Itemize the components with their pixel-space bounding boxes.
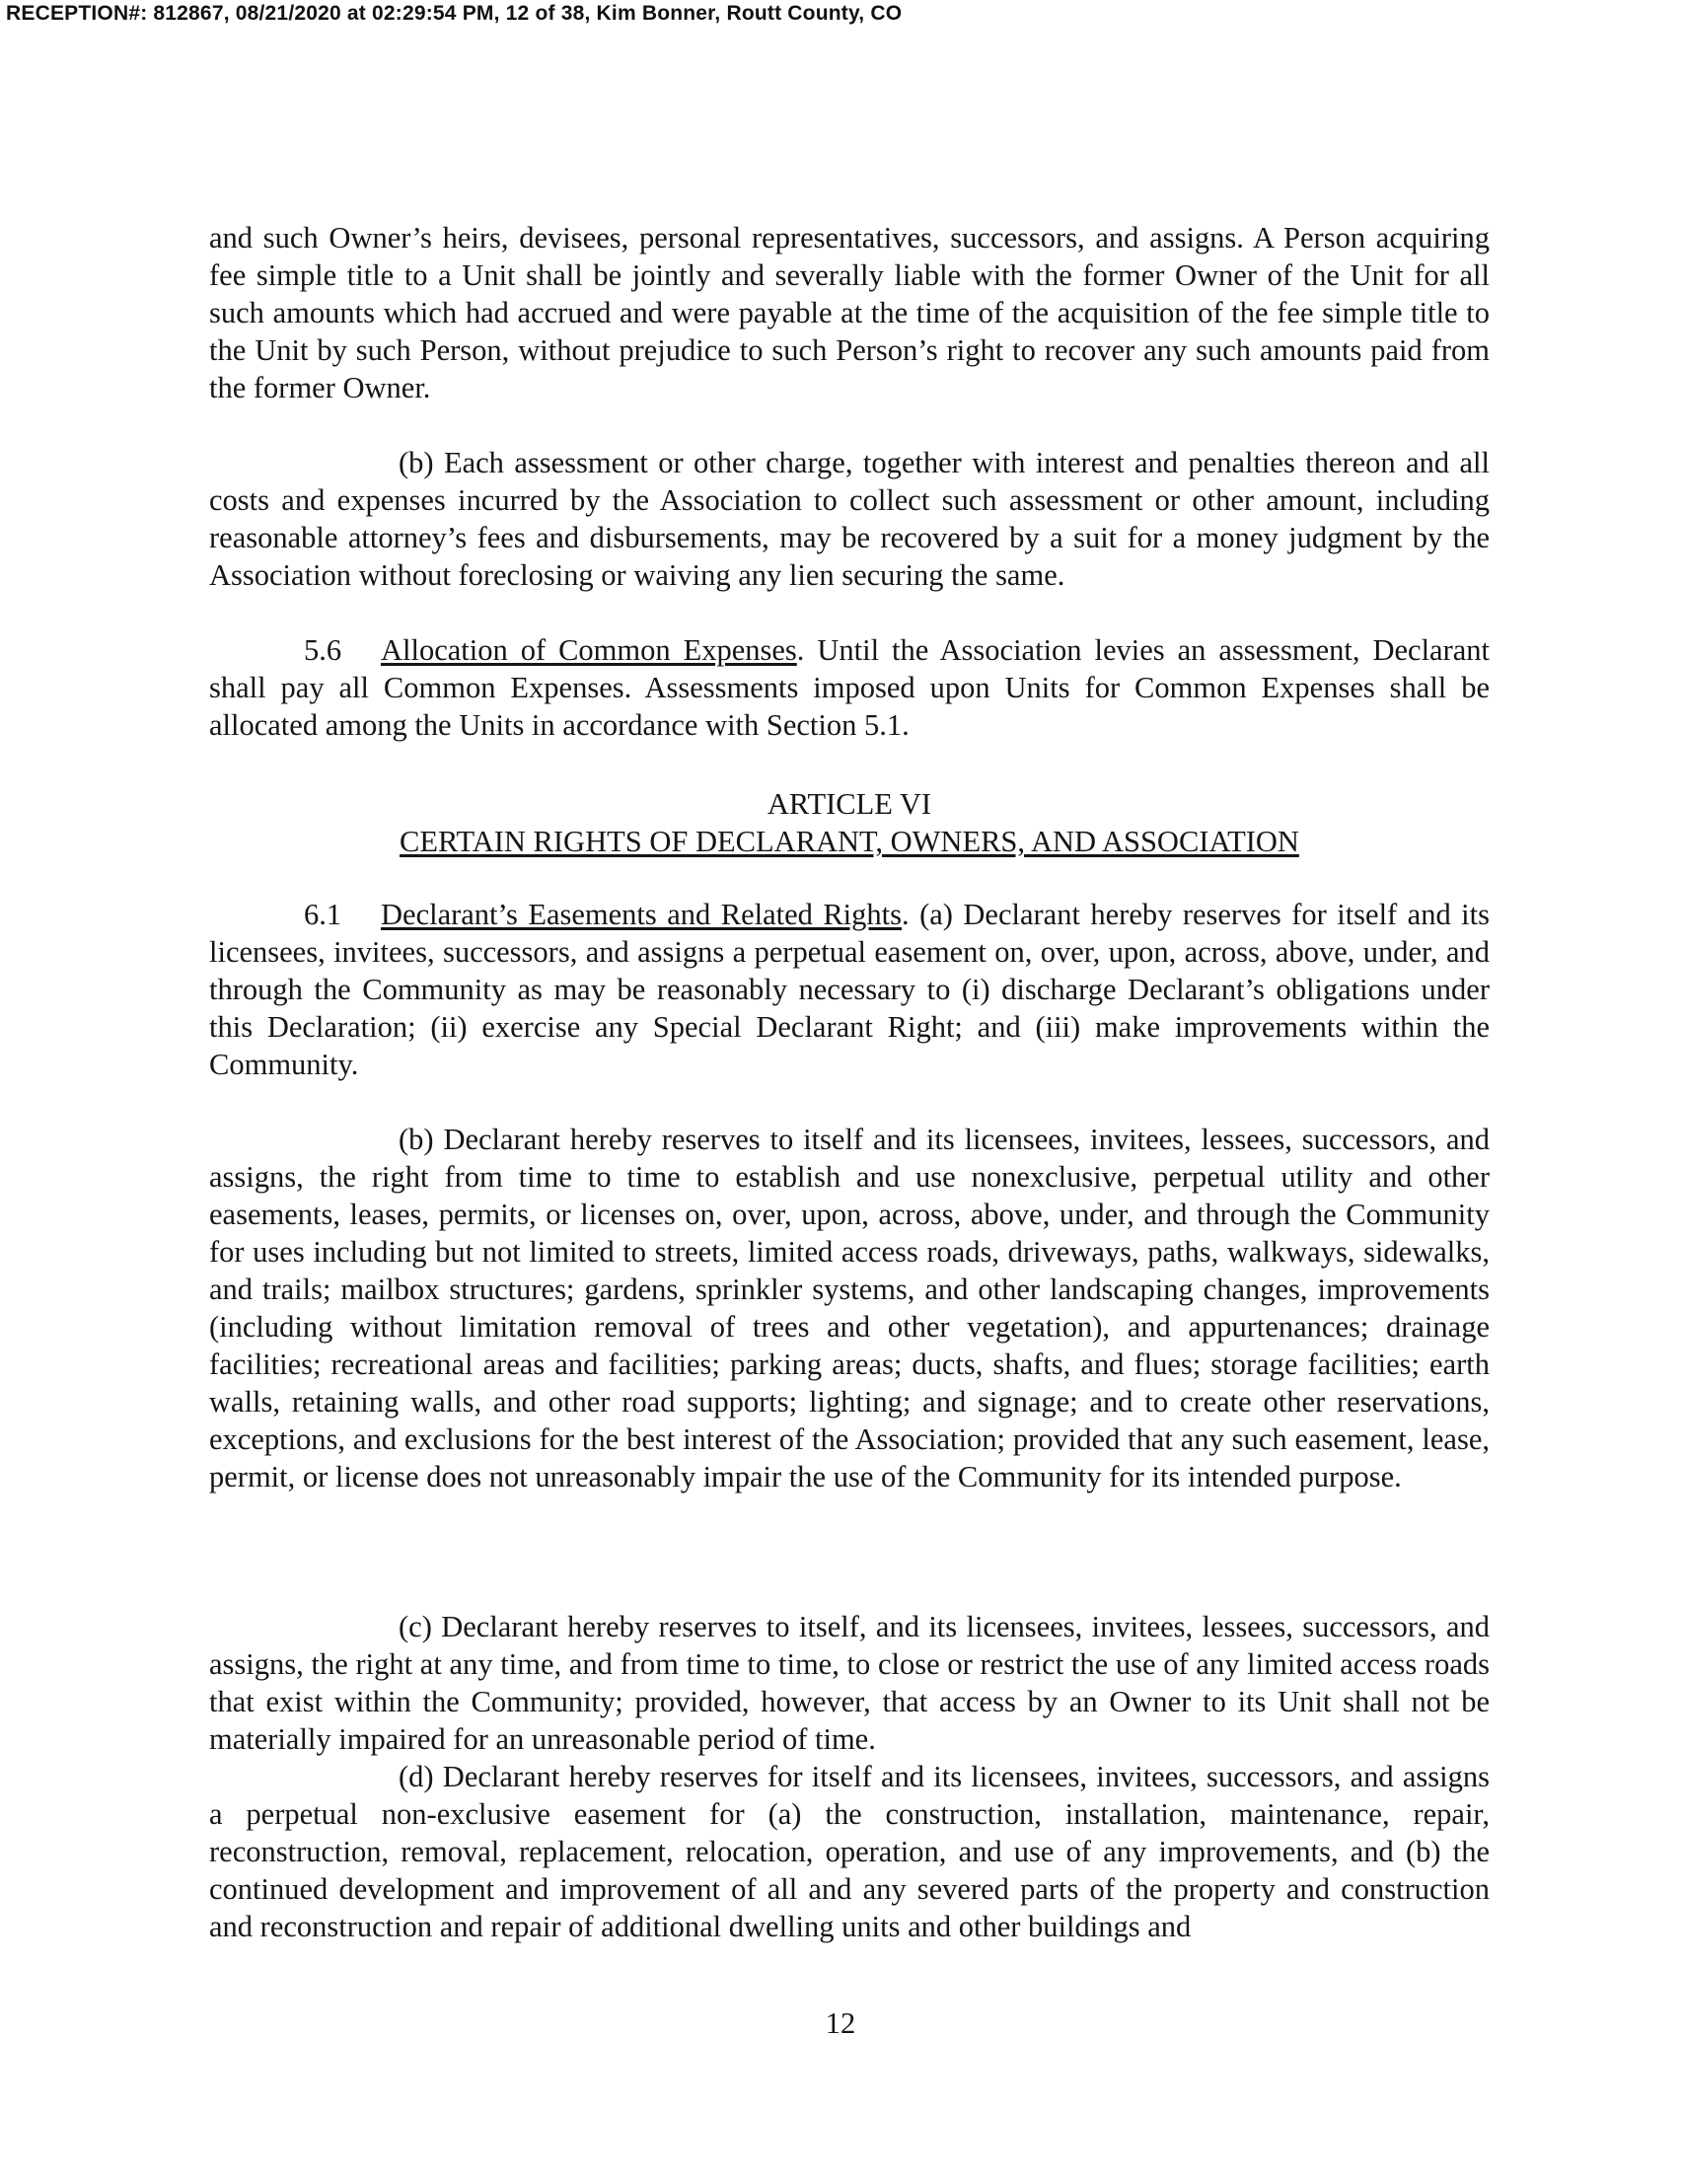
section-text: . Until the Association levies an assessment, Declarant shall pay all Common Expenses. Assessments imposed upon Units for Common Expenses shall be allocated among the Units in accordance with Section 5.1. bbox=[209, 633, 1490, 742]
paragraph-6-1-d bbox=[209, 1758, 1490, 1945]
page-number: 12 bbox=[825, 2006, 856, 2040]
paragraph-text: (c) Declarant hereby reserves to itself, and its licensees, invitees, lessees, successors, and assigns, the right at any time, and from time to time, to close or restrict the use of any limited access roads that exist within the Community; provided, however, that access by an Owner to its Unit shall not be materially impaired for an unreasonable period of time. bbox=[209, 1610, 1490, 1756]
paragraph-text: (d) Declarant hereby reserves for itself and its licensees, invitees, successors, and assigns a perpetual non-exclusive easement for (a) the construction, installation, maintenance, repair, reconstruction, removal, replacement, relocation, operation, and use of any improvements, and (b) the continued development and improvement of all and any severed parts of the property and construction and reconstruction and repair of additional dwelling units and other buildings and bbox=[209, 1760, 1490, 1943]
paragraph-text: and such Owner’s heirs, devisees, personal representatives, successors, and assigns. A Person acquiring fee simple title to a Unit shall be jointly and severally liable with the former Owner of the Unit for all such amounts which had accrued and were payable at the time of the acquisition of the fee simple title to the Unit by such Person, without prejudice to such Person’s right to recover any such amounts paid from the former Owner. bbox=[209, 221, 1490, 404]
section-heading: Declarant’s Easements and Related Rights bbox=[381, 898, 902, 931]
article-title-row bbox=[209, 823, 1490, 860]
paragraph-text: (b) Each assessment or other charge, together with interest and penalties thereon and all costs and expenses incurred by the Association to collect such assessment or other amount, including reasonable attorney’s fees and disbursements, may be recovered by a suit for a money judgment by the Association without foreclosing or waiving any lien securing the same. bbox=[209, 446, 1490, 592]
paragraph-owner-liability bbox=[209, 219, 1490, 406]
article-label: ARTICLE VI bbox=[767, 787, 932, 821]
article-title: CERTAIN RIGHTS OF DECLARANT, OWNERS, AND ASSOCIATION bbox=[400, 825, 1299, 858]
paragraph-6-1-c bbox=[209, 1608, 1490, 1758]
section-6-1 bbox=[209, 896, 1490, 1083]
paragraph-5-5-b bbox=[209, 444, 1490, 594]
section-heading: Allocation of Common Expenses bbox=[381, 633, 797, 667]
section-5-6 bbox=[209, 631, 1490, 744]
paragraph-6-1-b bbox=[209, 1121, 1490, 1495]
recording-stamp: RECEPTION#: 812867, 08/21/2020 at 02:29:54 PM, 12 of 38, Kim Bonner, Routt County, CO bbox=[6, 2, 903, 25]
section-number: 6.1 bbox=[304, 898, 342, 931]
paragraph-text: (b) Declarant hereby reserves to itself and its licensees, invitees, lessees, successors, and assigns, the right from time to time to establish and use nonexclusive, perpetual utility and other easements, leases, permits, or licenses on, over, upon, across, above, under, and through the Community for uses including but not limited to streets, limited access roads, driveways, paths, walkways, sidewalks, and trails; mailbox structures; gardens, sprinkler systems, and other landscaping changes, improvements (including without limitation removal of trees and other vegetation), and appurtenances; drainage facilities; recreational areas and facilities; parking areas; ducts, shafts, and flues; storage facilities; earth walls, retaining walls, and other road supports; lighting; and signage; and to create other reservations, exceptions, and exclusions for the best interest of the Association; provided that any such easement, lease, permit, or license does not unreasonably impair the use of the Community for its intended purpose. bbox=[209, 1123, 1490, 1493]
section-text: . (a) Declarant hereby reserves for itself and its licensees, invitees, successors, and assigns a perpetual easement on, over, upon, across, above, under, and through the Community as may be reasonably necessary to (i) discharge Declarant’s obligations under this Declaration; (ii) exercise any Special Declarant Right; and (iii) make improvements within the Community. bbox=[209, 898, 1490, 1081]
section-number: 5.6 bbox=[304, 633, 342, 667]
